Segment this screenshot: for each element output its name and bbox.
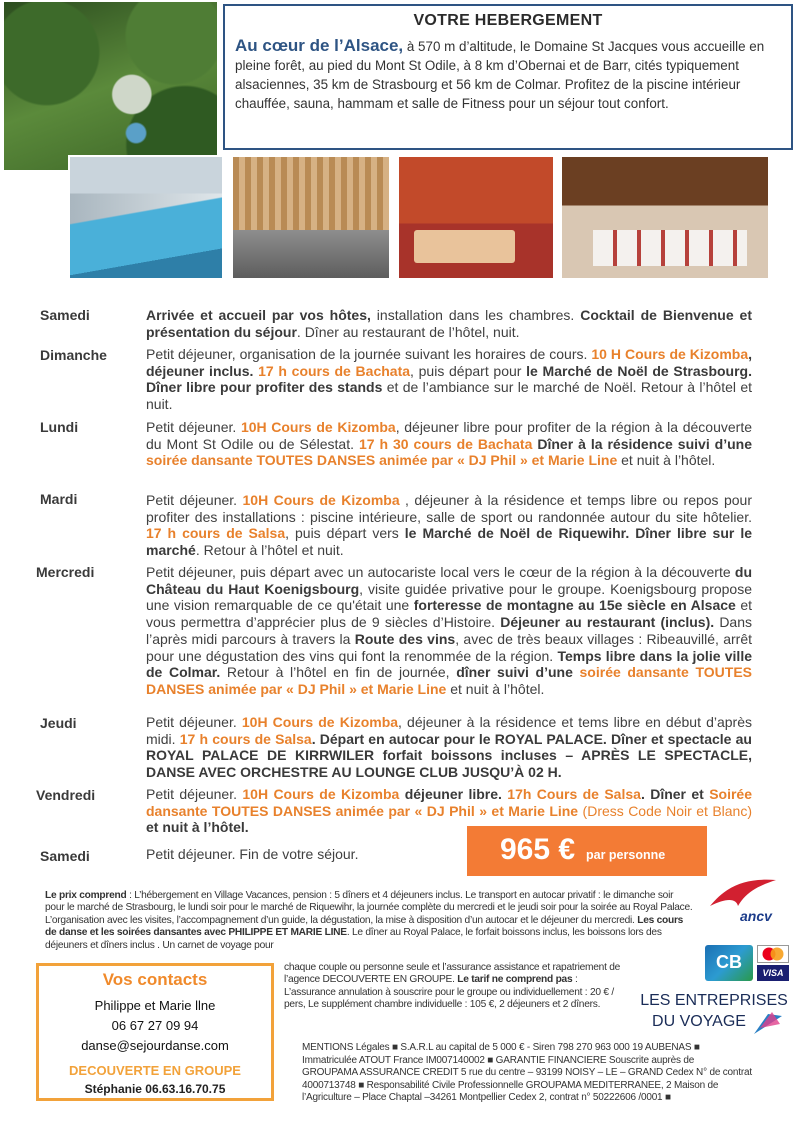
description-segment: 17 h 30 cours de Bachata: [358, 435, 533, 452]
ancv-logo: ancv: [740, 908, 772, 924]
contact-phone[interactable]: 06 67 27 09 94: [111, 1018, 199, 1033]
contacts-title: Vos contacts: [102, 970, 208, 989]
description-segment: , déjeuner à la résidence et temps libre ou repos pour profiter des installations : piscine intérieure, salle de sport ou randonnée autour du site hôtelier.: [146, 492, 753, 525]
contact-group: DECOUVERTE EN GROUPE: [69, 1063, 241, 1078]
description-segment: le Marché de Noël de Strasbourg. Dîner libre pour profiter des stands: [146, 362, 752, 396]
day-description: [146, 564, 752, 698]
hebergement-text: [235, 36, 781, 113]
description-segment: dîner suivi d’une: [456, 664, 580, 681]
description-segment: Dans l’après midi parcours à travers la: [146, 614, 752, 647]
description-segment: du Château du Haut Koenigsbourg: [146, 564, 752, 597]
hebergement-body: à 570 m d’altitude, le Domaine St Jacques vous accueille en pleine forêt, au pied du Mont St Odile, à 8 km d’Obernai et de Barr, cités typiquement alsaciennes, 35 km de Strasbourg et 56 km de Colmar. Profitez de la piscine intérieur chauffée, sauna, hammam et salle de Fitness pour un séjour tout confort.: [235, 39, 765, 111]
day-description: [146, 714, 752, 781]
description-segment: , puis départ vers: [285, 525, 405, 542]
description-segment: Petit déjeuner, organisation de la journée suivant les horaires de cours.: [146, 346, 592, 362]
hebergement-box: [223, 4, 793, 150]
description-segment: . Dîner au restaurant de l’hôtel, nuit.: [296, 323, 520, 340]
day-label: Mercredi: [36, 564, 95, 580]
description-segment: 10 H Cours de Kizomba: [591, 346, 749, 362]
description-segment: Petit déjeuner.: [146, 419, 241, 435]
mastercard-icon: [758, 946, 788, 962]
day-label: Lundi: [40, 419, 79, 435]
description-segment: 17 h cours de Salsa: [179, 730, 312, 747]
hebergement-title: VOTRE HEBERGEMENT: [413, 12, 603, 29]
contact-name: Philippe et Marie llne: [94, 998, 216, 1013]
description-segment: Déjeuner au restaurant (inclus).: [500, 614, 715, 631]
hotel-aerial-photo: [2, 0, 219, 172]
comprend-text4: : L’assurance annulation à souscrire pour le groupe ou individuellement : 20 € / pers, Le supplément chambre individuelle : 105 €, 2 déjeuners et 2 dîners.: [284, 974, 614, 1011]
comprend-label: Le prix comprend: [45, 890, 127, 901]
description-segment: et nuit à l’hôtel.: [446, 680, 545, 697]
prix-comprend-suite: [284, 962, 629, 1012]
comprend-text2: . Le dîner au Royal Palace, le forfait boissons inclus, les boissons lors des déjeuners et dîners inclus . Un carnet de voyage pour: [45, 927, 662, 951]
description-segment: Petit déjeuner.: [146, 714, 242, 730]
description-segment: Petit déjeuner, puis départ avec un autocariste local vers le cœur de la région à la découverte: [146, 564, 735, 580]
description-segment: Temps libre dans la jolie ville de Colmar.: [146, 647, 752, 681]
day-label: Mardi: [40, 491, 78, 507]
description-segment: (Dress Code Noir et Blanc): [578, 802, 753, 819]
description-segment: , visite guidée privative pour le groupe. Koenigsbourg propose une vision remarquable de ce qu'était une: [146, 580, 753, 614]
description-segment: et vous permettra d’apprécier plus de 9 siècles d’Histoire.: [146, 597, 752, 631]
day-label: Dimanche: [40, 347, 107, 363]
pool-photo: [68, 155, 224, 280]
description-segment: , déjeuner libre pour profiter de la région à la découverte du Mont St Odile ou de Sélestat.: [146, 419, 752, 452]
hebergement-lead: Au cœur de l’Alsace,: [235, 36, 404, 55]
contact-stephanie[interactable]: Stéphanie 06.63.16.70.75: [84, 1082, 226, 1096]
gym-photo: [231, 155, 391, 280]
plane-arrow-icon: [752, 1010, 784, 1036]
comprend-text3: chaque couple ou personne seule et l’assurance assistance et rapatriement de l’agence DECOUVERTE EN GROUPE.: [284, 962, 621, 986]
description-segment: , déjeuner inclus.: [146, 346, 752, 379]
restaurant-photo: [560, 155, 770, 280]
description-segment: et nuit à l’hôtel.: [617, 452, 716, 469]
comprend-text: : L’hébergement en Village Vacances, pension : 5 dîners et 4 déjeuners inclus. Le transport en autocar privatif : le dimanche soir pour le marché de Strasbourg, le lundi soir pour le marché de Riquewihr, la journée complète du mercredi et le jeudi soir pour la soirée au Royal Palace. L’organisation avec les visites, l’accompagnement d’un guide, la dégustation, la mise à disposition d’un autocar et le déjeuner du mercredi.: [45, 890, 693, 926]
day-description: [146, 307, 752, 340]
description-segment: 10H Cours de Kizomba: [242, 786, 400, 802]
day-label: Samedi: [40, 848, 90, 864]
description-segment: soirée dansante TOUTES DANSES animée par « DJ Phil » et Marie Line: [146, 452, 618, 469]
description-segment: . Départ en autocar pour le ROYAL PALACE. Dîner et spectacle au ROYAL PALACE DE KIRRWILER forfait boissons incluses – APRÈS LE SPECTACLE, DANSE AVEC ORCHESTRE AU LOUNGE CLUB JUSQU’À 02 H.: [146, 730, 752, 781]
description-segment: Route des vins: [354, 630, 456, 647]
description-segment: Petit déjeuner.: [146, 492, 243, 508]
day-description: [146, 346, 752, 413]
description-segment: 17 h cours de Bachata: [258, 362, 411, 379]
description-segment: 10H Cours de Kizomba: [241, 714, 399, 730]
bedroom-photo: [397, 155, 555, 280]
description-segment: 10H Cours de Kizomba: [240, 419, 396, 435]
price-unit: par personne: [586, 848, 666, 862]
visa-logo: VISA: [757, 965, 789, 981]
day-description: [146, 419, 752, 469]
description-segment: Arrivée et accueil par vos hôtes,: [146, 307, 371, 323]
description-segment: . Retour à l’hôtel et nuit.: [195, 542, 344, 559]
cb-logo: [705, 945, 753, 981]
description-segment: et nuit à l’hôtel.: [146, 819, 249, 836]
description-segment: installation dans les chambres.: [370, 307, 581, 323]
description-segment: 17h Cours de Salsa: [507, 786, 641, 802]
description-segment: , avec de très beaux villages : Ribeauvillé, arrêt pour une dégustation des vins qui font la renommée de la région.: [146, 630, 752, 664]
description-segment: 10H Cours de Kizomba: [242, 492, 400, 508]
description-segment: déjeuner libre.: [399, 786, 508, 802]
description-segment: le Marché de Noël de Riquewihr. Dîner libre sur le marché: [146, 525, 752, 559]
ancv-bird-icon: [708, 876, 778, 912]
description-segment: soirée dansante TOUTES DANSES animée par « DJ Phil » et Marie Line: [146, 664, 752, 697]
description-segment: . Dîner et: [640, 786, 710, 802]
description-segment: Dîner à la résidence suivi d’une: [532, 435, 752, 452]
day-label: Vendredi: [36, 787, 96, 803]
prix-comprend: [45, 890, 695, 952]
contacts-box: [36, 963, 274, 1101]
contact-email[interactable]: danse@sejourdanse.com: [81, 1038, 229, 1053]
entreprises-line1: LES ENTREPRISES: [640, 992, 788, 1009]
price-value: 965 €: [500, 833, 576, 866]
tarif-label: Le tarif ne comprend pas: [457, 974, 573, 986]
day-description: [146, 492, 752, 559]
description-segment: 17 h cours de Salsa: [146, 525, 286, 542]
day-label: Samedi: [40, 307, 90, 323]
description-segment: Petit déjeuner. Fin de votre séjour.: [146, 846, 359, 862]
description-segment: Soirée dansante TOUTES DANSES animée par « DJ Phil » et Marie Line: [146, 786, 753, 819]
entreprises-line2: DU VOYAGE: [652, 1013, 746, 1030]
description-segment: , puis départ pour: [410, 362, 527, 379]
mentions-legales: MENTIONS Légales ■ S.A.R.L au capital de 5 000 € - Siren 798 270 963 000 19 AUBENAS ■ Immatriculée ATOUT France IM007140002 ■ GARANTIE FINANCIERE Souscrite auprès de GROUPAMA ASSURANCE CREDIT 5 rue du centre – 93199 NOISY – LE – GRAND Cedex N° de contrat 4000713748 ■ Responsabilité Civile Professionnelle GROUPAMA MEDITERRANEE, 2 Maison de l’Agriculture – Place Chaptal –34261 Montpellier Cedex 2, contrat n° 50222606 /0001 ■: [302, 1042, 752, 1103]
description-segment: forteresse de montagne au 15e siècle en Alsace: [413, 597, 736, 614]
description-segment: Petit déjeuner.: [146, 786, 243, 802]
mastercard-logo: [757, 945, 789, 963]
description-segment: et de l’ambiance sur le marché de Noël. Retour à l’hôtel et nuit.: [146, 379, 752, 413]
day-label: Jeudi: [40, 715, 77, 731]
cb-text: CB: [716, 952, 742, 972]
description-segment: Cocktail de Bienvenue et présentation du séjour: [146, 307, 753, 340]
comprend-bold: Les cours de danse et les soirées dansantes avec PHILIPPE ET MARIE LINE: [45, 914, 684, 939]
description-segment: , déjeuner à la résidence et tems libre en début d’après midi.: [146, 714, 753, 747]
description-segment: Retour à l’hôtel en fin de journée,: [220, 664, 457, 681]
